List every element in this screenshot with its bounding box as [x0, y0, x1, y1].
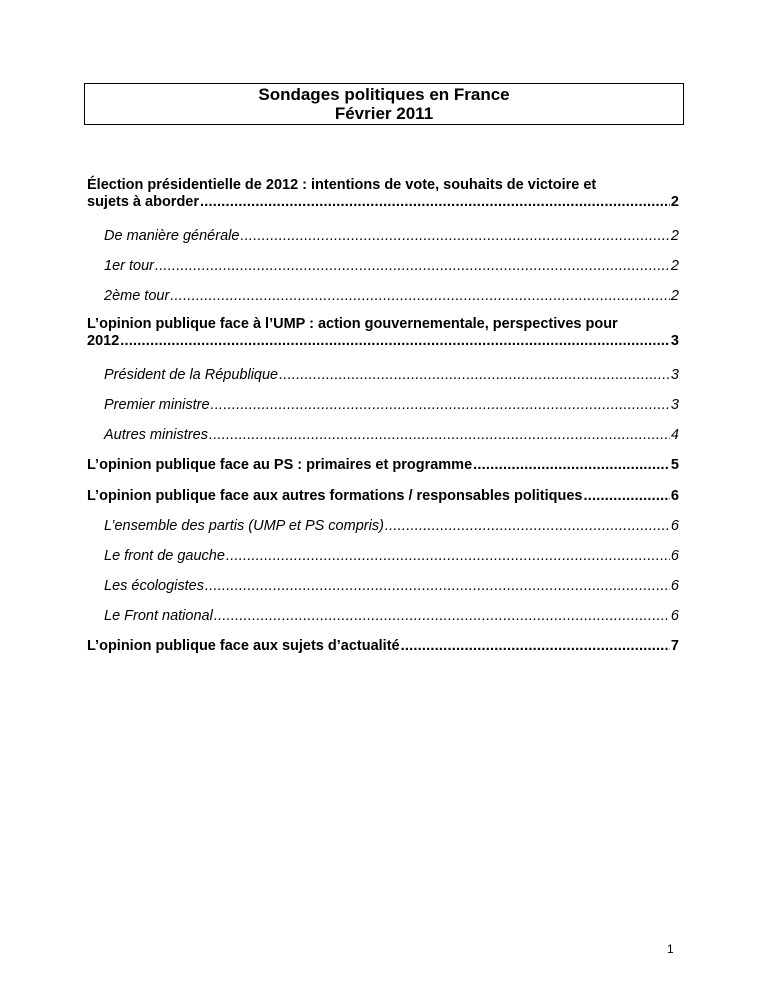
- document-date: Février 2011: [334, 104, 434, 123]
- toc-leader-dots: [584, 488, 670, 505]
- toc-entry-ps[interactable]: [87, 457, 679, 474]
- toc-entry-front-national[interactable]: [104, 608, 679, 625]
- toc-entry-label: Président de la République: [104, 367, 279, 383]
- toc-entry-label: L’opinion publique face aux sujets d’actualité: [87, 638, 400, 654]
- toc-entry-premier-ministre[interactable]: [104, 397, 679, 414]
- toc-entry-de-maniere-generale[interactable]: [104, 228, 679, 245]
- toc-entry-label: L’opinion publique face au PS : primaires et programme: [87, 457, 473, 473]
- toc-page-number: 2: [670, 228, 679, 244]
- toc-entry-label: L’ensemble des partis (UMP et PS compris): [104, 518, 384, 534]
- toc-leader-dots: [209, 427, 670, 444]
- toc-leader-dots: [155, 258, 670, 275]
- toc-leader-dots: [170, 288, 670, 305]
- toc-page-number: 6: [670, 548, 679, 564]
- toc-leader-dots: [211, 397, 670, 414]
- toc-entry-ump[interactable]: [87, 316, 679, 350]
- toc-page-number: 5: [670, 457, 679, 473]
- toc-leader-dots: [120, 333, 670, 350]
- toc-leader-dots: [473, 457, 670, 474]
- toc-entry-label: De manière générale: [104, 228, 240, 244]
- document-title-box: [84, 83, 684, 125]
- toc-leader-dots: [385, 518, 670, 535]
- toc-entry-autres-formations[interactable]: [87, 488, 679, 505]
- toc-entry-front-de-gauche[interactable]: [104, 548, 679, 565]
- toc-entry-label: 1er tour: [104, 258, 154, 274]
- toc-page-number: 7: [670, 638, 679, 654]
- toc-entry-ensemble-partis[interactable]: [104, 518, 679, 535]
- toc-page-number: 6: [670, 518, 679, 534]
- toc-entry-president[interactable]: [104, 367, 679, 384]
- toc-entry-autres-ministres[interactable]: [104, 427, 679, 444]
- toc-leader-dots: [214, 608, 670, 625]
- toc-entry-label: sujets à aborder: [87, 194, 200, 210]
- toc-entry-label: Les écologistes: [104, 578, 204, 594]
- toc-page-number: 6: [670, 488, 679, 504]
- page-number: 1: [667, 942, 674, 956]
- toc-page-number: 2: [670, 194, 679, 210]
- toc-entry-label: Le Front national: [104, 608, 213, 624]
- toc-entry-heading-line: Élection présidentielle de 2012 : intentions de vote, souhaits de victoire et: [87, 177, 597, 193]
- toc-entry-sujets-actualite[interactable]: [87, 638, 679, 655]
- toc-entry-2eme-tour[interactable]: [104, 288, 679, 305]
- document-title: Sondages politiques en France: [258, 85, 510, 104]
- toc-entry-1er-tour[interactable]: [104, 258, 679, 275]
- toc-entry-ecologistes[interactable]: [104, 578, 679, 595]
- toc-leader-dots: [205, 578, 670, 595]
- toc-entry-label: 2ème tour: [104, 288, 170, 304]
- toc-page-number: 3: [670, 397, 679, 413]
- toc-entry-label: Le front de gauche: [104, 548, 225, 564]
- toc-leader-dots: [279, 367, 670, 384]
- toc-entry-election-2012[interactable]: [87, 177, 679, 211]
- toc-leader-dots: [226, 548, 670, 565]
- toc-entry-label: 2012: [87, 333, 120, 349]
- toc-entry-label: Premier ministre: [104, 397, 210, 413]
- toc-entry-label: Autres ministres: [104, 427, 208, 443]
- toc-leader-dots: [401, 638, 670, 655]
- toc-page-number: 6: [670, 608, 679, 624]
- toc-entry-label: L’opinion publique face aux autres formations / responsables politiques: [87, 488, 583, 504]
- toc-page-number: 4: [670, 427, 679, 443]
- toc-leader-dots: [240, 228, 670, 245]
- toc-leader-dots: [200, 194, 670, 211]
- toc-page-number: 6: [670, 578, 679, 594]
- toc-entry-heading-line: L’opinion publique face à l’UMP : action gouvernementale, perspectives pour: [87, 316, 618, 332]
- toc-page-number: 2: [670, 288, 679, 304]
- toc-page-number: 2: [670, 258, 679, 274]
- toc-page-number: 3: [670, 367, 679, 383]
- toc-page-number: 3: [670, 333, 679, 349]
